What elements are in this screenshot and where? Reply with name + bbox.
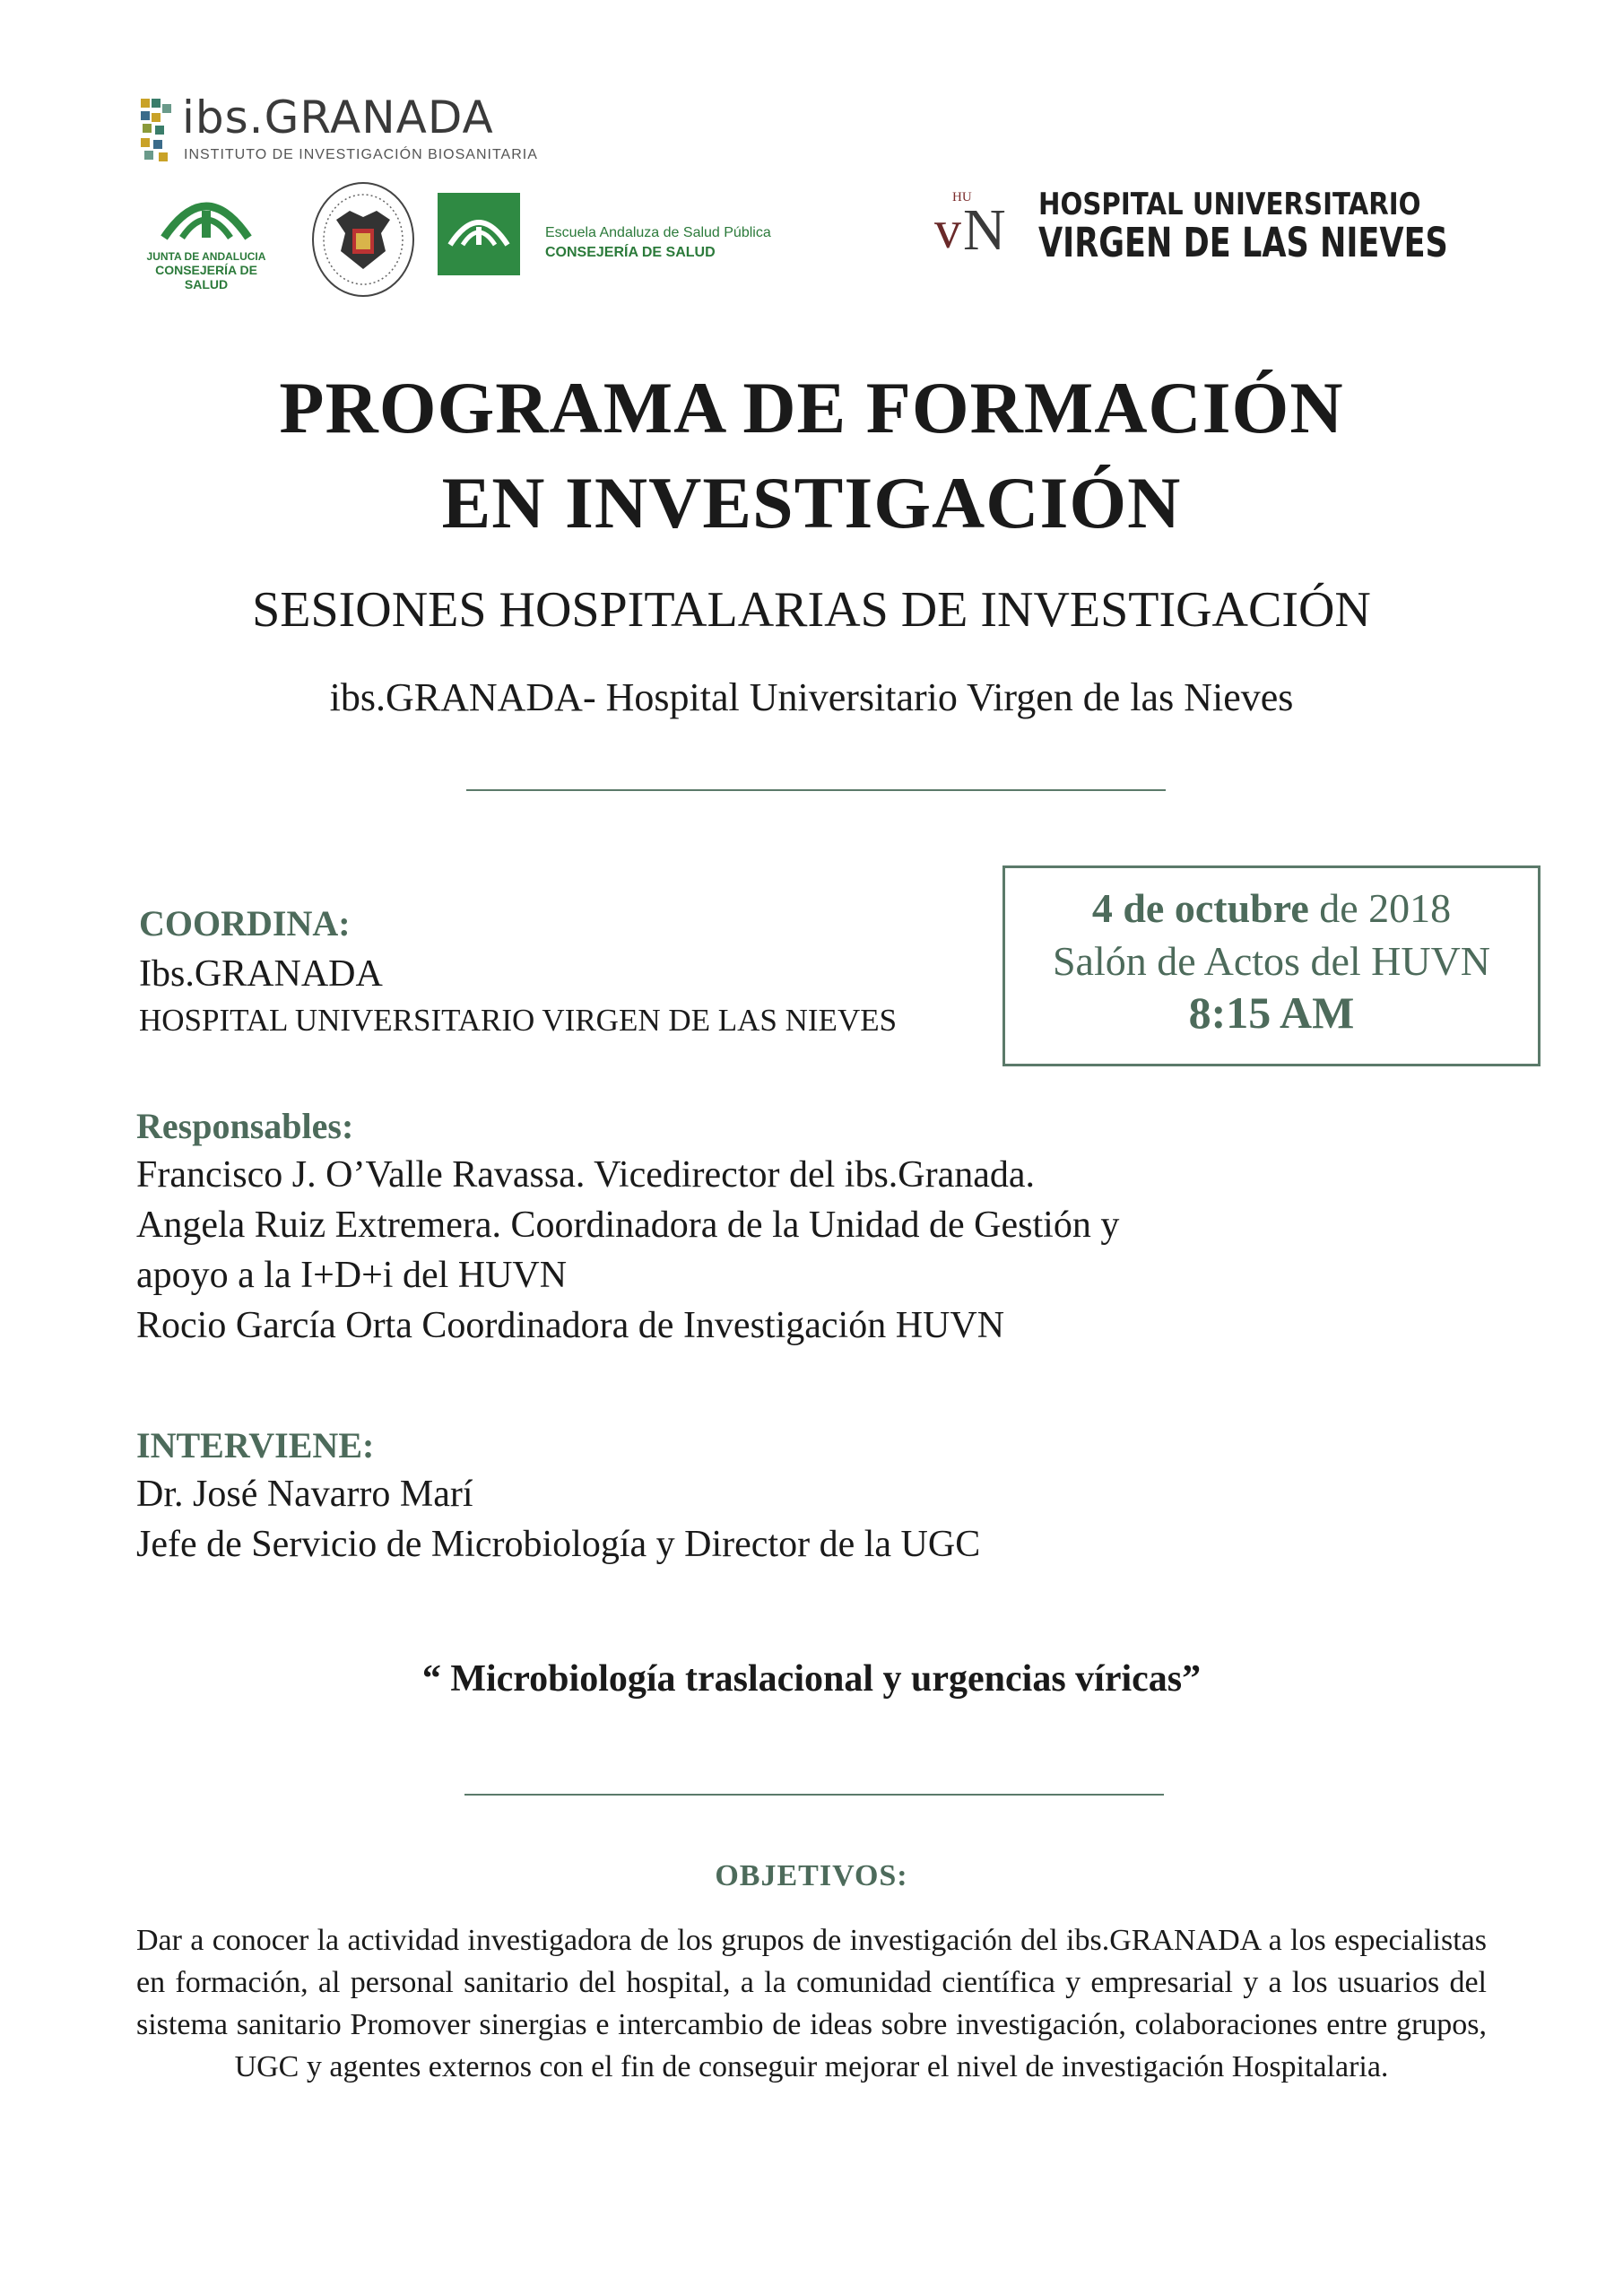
- interviene-label: INTERVIENE:: [136, 1425, 375, 1465]
- ibs-granada-logo: [139, 91, 542, 169]
- responsables-label: Responsables:: [136, 1106, 354, 1146]
- coordina-label: COORDINA:: [139, 903, 351, 944]
- coordina-hospital: HOSPITAL UNIVERSITARIO VIRGEN DE LAS NIEVES: [139, 1003, 898, 1038]
- event-date: [1005, 884, 1538, 932]
- objetivos-text: Dar a conocer la actividad investigadora de los grupos de investigación del ibs.GRANADA a los especialistas en formación, al personal sanitario del hospital, a la comunidad científica y empresarial y a los usuarios del sistema sanitario Promover sinergias e intercambio de ideas sobre investigación, colaboraciones entre grupos, UGC y agentes externos con el fin de conseguir mejorar el nivel de investigación Hospitalaria.: [136, 1924, 1487, 2083]
- svg-text:N: N: [963, 197, 1006, 258]
- junta-logo-line1: JUNTA DE ANDALUCIA: [146, 250, 266, 263]
- institutions-line: ibs.GRANADA- Hospital Universitario Virgen de las Nieves: [329, 675, 1294, 719]
- program-subtitle: SESIONES HOSPITALARIAS DE INVESTIGACIÓN: [252, 582, 1371, 638]
- huvn-logo: [933, 179, 1453, 269]
- easp-logo: [438, 193, 771, 278]
- talk-title: “ Microbiología traslacional y urgencias víricas”: [421, 1658, 1202, 1700]
- huvn-logo-line1: HOSPITAL UNIVERSITARIO: [1038, 187, 1421, 222]
- responsable-line: Francisco J. O’Valle Ravassa. Vicedirector del ibs.Granada.: [136, 1154, 1036, 1196]
- easp-logo-line2: CONSEJERÍA DE SALUD: [545, 245, 716, 260]
- ibs-logo-subtitle: INSTITUTO DE INVESTIGACIÓN BIOSANITARIA: [184, 147, 538, 162]
- easp-logo-line1: Escuela Andaluza de Salud Pública: [545, 225, 771, 240]
- event-place: Salón de Actos del HUVN: [1052, 938, 1491, 984]
- huvn-logo-line2: VIRGEN DE LAS NIEVES: [1038, 219, 1448, 266]
- university-granada-seal-icon: [309, 179, 417, 300]
- junta-andalucia-logo: [135, 184, 278, 291]
- speaker-name: Dr. José Navarro Marí: [136, 1474, 473, 1515]
- junta-arch-icon: [157, 184, 256, 247]
- svg-text:HU: HU: [952, 190, 972, 204]
- event-info-box: [1002, 865, 1541, 1066]
- speaker-role: Jefe de Servicio de Microbiología y Director de la UGC: [136, 1524, 981, 1565]
- objetivos-label: OBJETIVOS:: [715, 1859, 908, 1892]
- divider: [466, 789, 1166, 791]
- responsable-line: apoyo a la I+D+i del HUVN: [136, 1255, 568, 1296]
- event-time: 8:15 AM: [1188, 987, 1355, 1038]
- event-date-year: de 2018: [1308, 885, 1452, 931]
- coordina-org: Ibs.GRANADA: [139, 953, 383, 995]
- event-date-day: 4 de octubre: [1091, 885, 1309, 931]
- easp-green-box: [438, 193, 520, 275]
- svg-text:v: v: [934, 200, 961, 258]
- divider: [464, 1794, 1164, 1796]
- responsable-line: Angela Ruiz Extremera. Coordinadora de la Unidad de Gestión y: [136, 1205, 1120, 1246]
- program-title-line2: EN INVESTIGACIÓN: [441, 462, 1182, 544]
- junta-arch-icon: [438, 193, 520, 275]
- responsable-line: Rocio García Orta Coordinadora de Investigación HUVN: [136, 1305, 1005, 1346]
- ibs-logo-name: ibs.GRANADA: [182, 91, 494, 144]
- ibs-mosaic-icon: [139, 97, 175, 164]
- program-title-line1: PROGRAMA DE FORMACIÓN: [279, 367, 1344, 448]
- junta-logo-line2: CONSEJERÍA DE SALUD: [155, 263, 257, 291]
- huvn-monogram-icon: [933, 187, 1031, 258]
